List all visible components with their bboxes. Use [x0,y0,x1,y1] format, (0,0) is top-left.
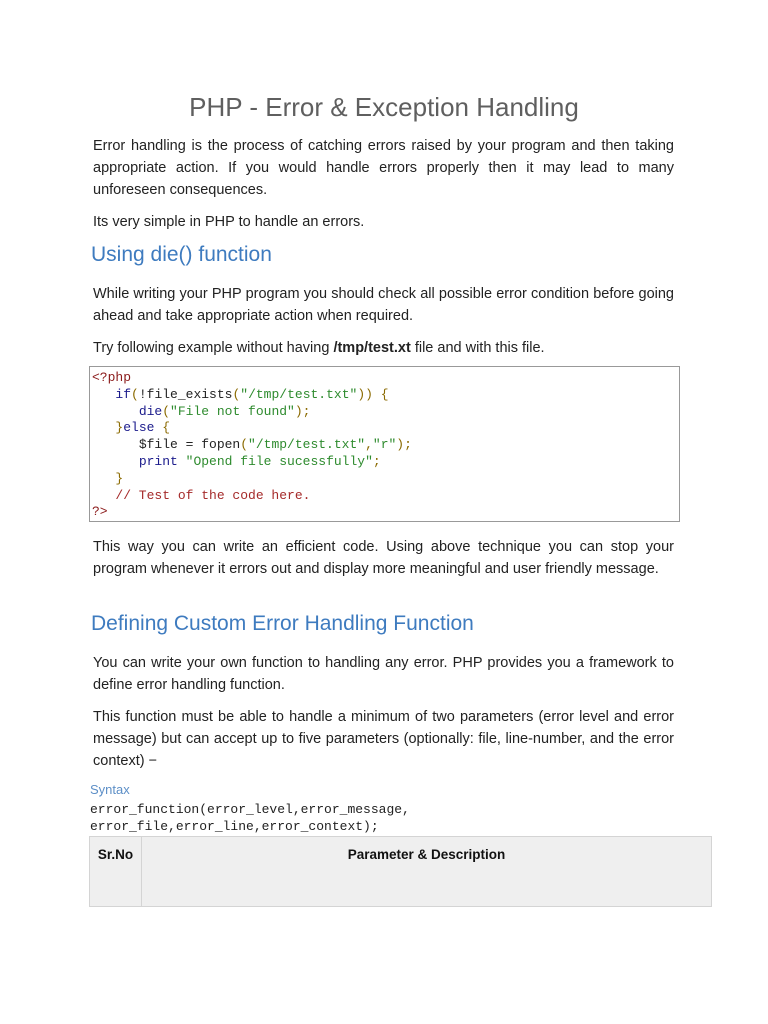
syntax-code-line-2: error_file,error_line,error_context); [90,819,379,834]
code-line-4 [92,420,679,437]
code-semicolon: ; [372,453,381,469]
code-die-close: ); [294,403,311,419]
code-fopen: $file = fopen [138,437,241,453]
code-string-path-2: "/tmp/test.txt" [248,437,366,453]
code-die-open: ( [162,403,171,419]
page-title: PHP - Error & Exception Handling [189,92,579,122]
code-fopen-close: ); [396,437,412,453]
code-line-9 [92,504,679,521]
intro-paragraph-2: Its very simple in PHP to handle an errors. [93,214,365,230]
code-php-open-tag: <?php [92,370,132,385]
code-brace-close: } [115,420,124,436]
code-line-3 [92,404,679,421]
die-paragraph-1: While writing your PHP program you should check all possible error condition before going ahead and take appropriate action when required. [93,286,674,324]
syntax-label: Syntax [90,782,130,797]
code-comment: // Test of the code here. [115,487,311,503]
code-string-success: "Opend file sucessfully" [185,453,373,469]
code-php-close-tag: ?> [92,504,108,520]
code-string-not-found: "File not found" [170,403,295,419]
table-header-row [90,837,712,907]
code-not: ! [138,386,147,402]
table-header-srno: Sr.No [90,837,142,907]
custom-paragraph-2: This function must be able to handle a minimum of two parameters (error level and error message) but can accept up to five parameters (optionally: file, line-number, and the error context) − [93,709,674,769]
code-line-7 [92,471,679,488]
code-fopen-open: ( [240,437,249,453]
code-paren: ( [131,386,139,402]
code-line-5 [92,437,679,454]
heading-using-die: Using die() function [91,243,272,266]
die-paragraph-2-start: Try following example without having [93,340,334,356]
table-header-description: Parameter & Description [142,837,712,907]
code-brace-end: } [115,470,124,486]
code-line-8 [92,488,679,505]
code-comma: , [365,437,373,453]
code-die: die [138,403,163,419]
code-example-box [89,366,680,522]
code-paren-close: )) { [357,386,389,402]
die-paragraph-2-end: file and with this file. [410,340,545,356]
parameter-table [89,836,712,907]
code-print: print [138,453,178,469]
code-line-1 [92,370,679,387]
code-line-2 [92,387,679,404]
syntax-code [90,801,410,835]
filename-bold: /tmp/test.xt [333,340,411,356]
code-else: else [123,420,155,436]
syntax-code-line-1: error_function(error_level,error_message, [90,802,410,817]
custom-paragraph-1: You can write your own function to handling any error. PHP provides you a framework to define error handling function. [93,655,674,693]
code-brace-open: { [154,420,171,436]
die-paragraph-2 [93,337,674,359]
code-paren-open: ( [232,386,241,402]
die-paragraph-3: This way you can write an efficient code. Using above technique you can stop your program whenever it errors out and display more meaningful and user friendly message. [93,539,674,577]
code-file-exists: file_exists [146,386,233,402]
code-string-path: "/tmp/test.txt" [240,386,358,402]
code-if-keyword: if [115,386,132,402]
heading-custom-error-handling: Defining Custom Error Handling Function [91,612,474,635]
code-string-mode: "r" [372,437,397,453]
code-line-6 [92,454,679,471]
intro-paragraph-1: Error handling is the process of catching errors raised by your program and then taking appropriate action. If you would handle errors properly then it may lead to many unforeseen consequences. [93,138,674,198]
